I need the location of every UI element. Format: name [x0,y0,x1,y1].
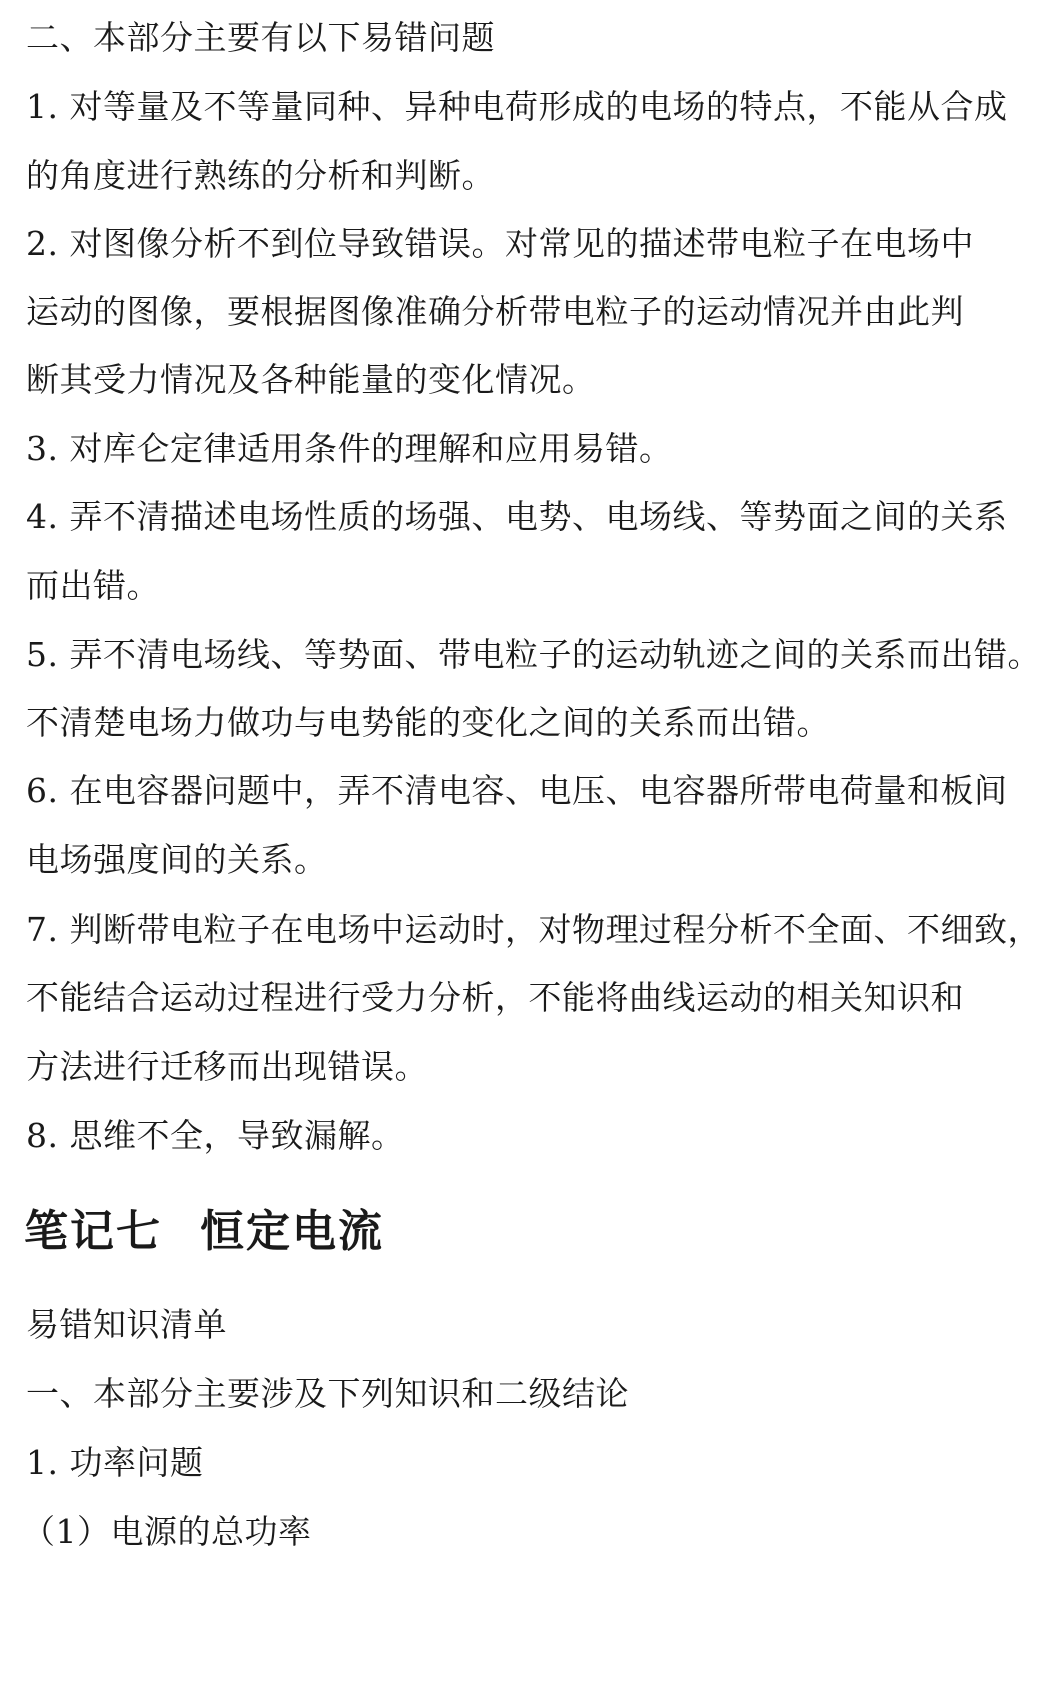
note-number: 笔记七 [24,1206,162,1257]
item-2-line-1: 2. 对图像分析不到位导致错误。对常见的描述带电粒子在电场中 [26,224,974,263]
item-1-line-1: 1. 对等量及不等量同种、异种电荷形成的电场的特点，不能从合成 [26,87,1008,126]
item-7-line-3: 方法进行迁移而出现错误。 [26,1047,428,1086]
item-8-line-1: 8. 思维不全，导致漏解。 [26,1116,405,1155]
list-title: 易错知识清单 [26,1305,227,1344]
sub-item-1: （1）电源的总功率 [22,1512,312,1551]
item-6-line-1: 6. 在电容器问题中，弄不清电容、电压、电容器所带电荷量和板间 [26,771,1008,810]
item-5-line-2: 不清楚电场力做功与电势能的变化之间的关系而出错。 [26,703,830,742]
section-one-title: 一、本部分主要涉及下列知识和二级结论 [26,1374,629,1413]
item-5-line-1: 5. 弄不清电场线、等势面、带电粒子的运动轨迹之间的关系而出错。 [26,635,1041,674]
note-heading [24,1206,384,1258]
item-4-line-1: 4. 弄不清描述电场性质的场强、电势、电场线、等势面之间的关系 [26,497,1008,536]
section-two-title: 二、本部分主要有以下易错问题 [26,18,495,57]
item-1-line-2: 的角度进行熟练的分析和判断。 [26,156,495,195]
item-7-line-2: 不能结合运动过程进行受力分析，不能将曲线运动的相关知识和 [26,978,964,1017]
item-7-line-1: 7. 判断带电粒子在电场中运动时，对物理过程分析不全面、不细致， [26,910,1041,949]
note-title: 恒定电流 [200,1206,384,1257]
item-6-line-2: 电场强度间的关系。 [26,840,328,879]
item-3-line-1: 3. 对库仑定律适用条件的理解和应用易错。 [26,429,673,468]
item-2-line-2: 运动的图像，要根据图像准确分析带电粒子的运动情况并由此判 [26,292,964,331]
item-2-line-3: 断其受力情况及各种能量的变化情况。 [26,360,596,399]
topic-1: 1. 功率问题 [26,1443,204,1482]
item-4-line-2: 而出错。 [26,566,160,605]
